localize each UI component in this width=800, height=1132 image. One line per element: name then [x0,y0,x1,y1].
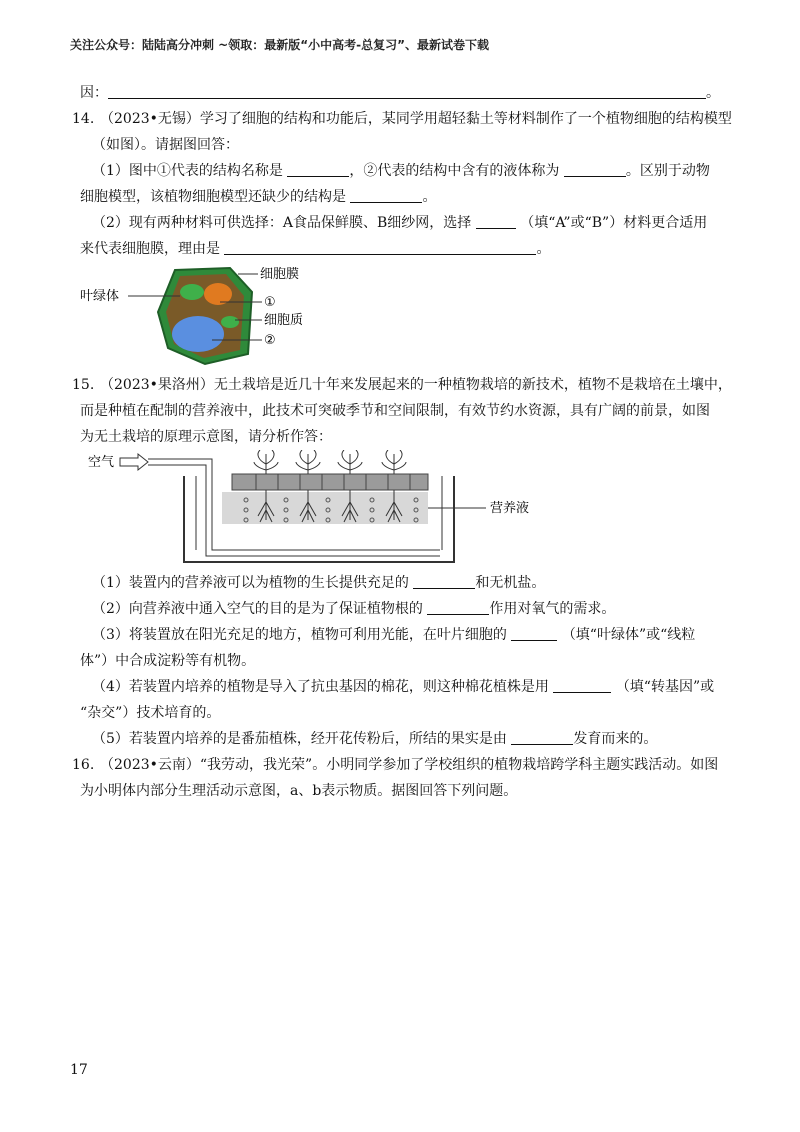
q14-stem-line1 [72,106,732,132]
q15-p1-b: 和无机盐。 [475,575,546,591]
plant-cell-model-figure [80,262,730,372]
q15-stem1: （2023•果洛州）无土栽培是近几十年来发展起来的一种植物栽培的新技术，植物不是栽培在土壤中， [100,377,732,393]
q14-p1-d: 细胞模型，该植物细胞模型还缺少的结构是 [80,189,346,205]
chloroplast-shape-2 [221,316,239,328]
q14-p1-b: ，②代表的结构中含有的液体称为 [349,163,560,179]
q15-part1 [80,570,730,596]
q15-part5 [80,726,730,752]
page-number: 17 [70,1062,88,1078]
q15-blank-5[interactable] [511,730,573,745]
q14-part1-line2 [80,184,730,210]
label-chloroplast: 叶绿体 [80,289,120,304]
soilless-culture-drawing [80,450,550,568]
page-header: 关注公众号：陆陆高分冲刺 ~领取：最新版“小中高考-总复习”、最新试卷下载 [70,38,489,52]
q13-answer-blank[interactable] [108,84,706,99]
q14-part1-line1 [80,158,730,184]
q13-tail-line [80,80,730,106]
label-nutrient-solution: 营养液 [490,501,530,516]
q14-blank-4[interactable] [476,214,516,229]
q15-stem-line3: 为无土栽培的原理示意图，请分析作答： [80,429,332,445]
q14-blank-5[interactable] [224,240,536,255]
vacuole-shape [172,316,224,352]
support-board [232,474,428,490]
q15-blank-3[interactable] [511,626,557,641]
q15-blank-2[interactable] [427,600,489,615]
q15-p2-b: 作用对氧气的需求。 [489,601,616,617]
q15-blank-1[interactable] [413,574,475,589]
q15-stem-line2: 而是种植在配制的营养液中，此技术可突破季节和空间限制，有效节约水资源，具有广阔的前景，如图 [80,403,710,419]
q15-p5-b: 发育而来的。 [573,731,658,747]
page-content [72,80,732,804]
q15-p3-a: （3）将装置放在阳光充足的地方，植物可利用光能，在叶片细胞的 [92,627,507,643]
q13-prefix: 因： [80,85,108,101]
label-1: ① [264,295,276,310]
q15-blank-4[interactable] [553,678,611,693]
q16-stem-line2: 为小明体内部分生理活动示意图，a、b表示物质。据图回答下列问题。 [80,783,518,799]
q14-p1-e: 。 [422,189,437,205]
q14-blank-3[interactable] [350,188,422,203]
chloroplast-shape [180,284,204,300]
q16-stem1: （2023•云南）“我劳动，我光荣”。小明同学参加了学校组织的植物栽培跨学科主题实践活动。如图 [100,757,719,773]
q13-suffix: 。 [706,85,720,101]
q15-part3-line2: 体”）中合成淀粉等有机物。 [80,653,256,669]
q16-number: 16. [72,757,95,773]
plant-cell-model-drawing [80,262,320,370]
label-air: 空气 [88,455,115,470]
label-cytoplasm: 细胞质 [264,313,304,328]
q15-part4-line1 [80,674,730,700]
q14-part2-line2 [80,236,730,262]
q14-p2-d: 。 [536,241,551,257]
q15-part3-line1 [80,622,730,648]
q15-p1-a: （1）装置内的营养液可以为植物的生长提供充足的 [92,575,409,591]
q14-number: 14. [72,111,95,127]
q14-p1-c: 。区别于动物 [625,163,710,179]
q14-p1-a: （1）图中①代表的结构名称是 [92,163,283,179]
q15-part2 [80,596,730,622]
q14-p2-b: （填“A”或“B”）材料更合适用 [520,215,708,231]
q15-stem-line1 [72,372,732,398]
q14-p2-c: 来代表细胞膜，理由是 [80,241,220,257]
q14-stem1: （2023•无锡）学习了细胞的结构和功能后，某同学用超轻黏土等材料制作了一个植物细胞的结构模型 [100,111,732,127]
q15-p5-a: （5）若装置内培养的是番茄植株，经开花传粉后，所结的果实是由 [92,731,507,747]
q15-p2-a: （2）向营养液中通入空气的目的是为了保证植物根的 [92,601,423,617]
q16-stem-line1 [72,752,730,778]
label-2: ② [264,333,276,348]
q14-part2-line1 [80,210,730,236]
q15-part4-line2: “杂交”）技术培育的。 [80,705,221,721]
q15-number: 15. [72,377,95,393]
q15-p4-b: （填“转基因”或 [615,679,715,695]
soilless-culture-figure [80,450,730,570]
label-membrane: 细胞膜 [260,267,300,282]
q14-blank-1[interactable] [287,162,349,177]
q15-p4-a: （4）若装置内培养的植物是导入了抗虫基因的棉花，则这种棉花植株是用 [92,679,549,695]
q14-p2-a: （2）现有两种材料可供选择：A食品保鲜膜、B细纱网，选择 [92,215,472,231]
q14-stem-line2: （如图）。请据图回答： [92,137,239,153]
q15-p3-b: （填“叶绿体”或“线粒 [561,627,696,643]
q14-blank-2[interactable] [564,162,626,177]
air-arrow [120,454,148,470]
